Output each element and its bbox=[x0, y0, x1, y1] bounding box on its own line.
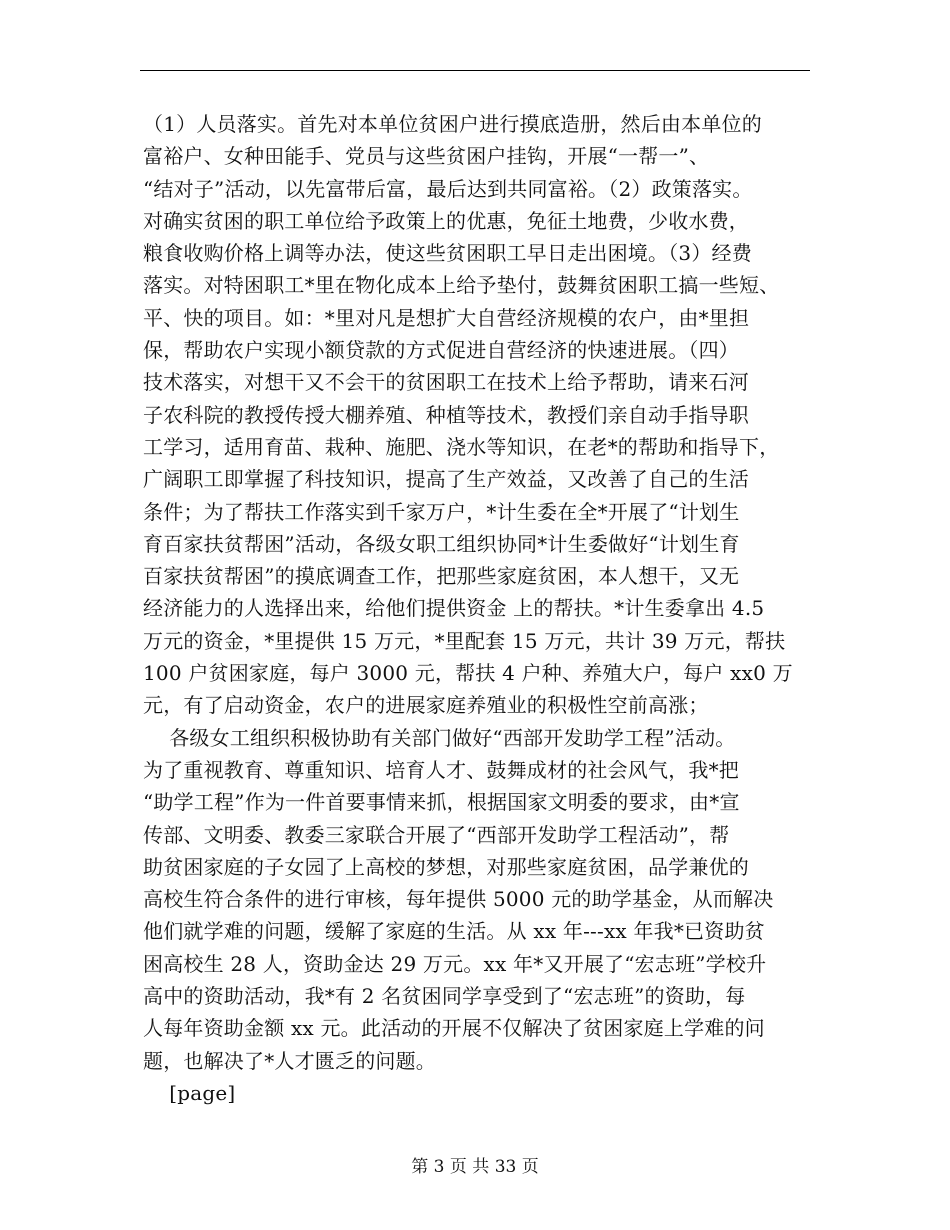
text-line: 平、快的项目。如：*里对凡是想扩大自营经济规模的农户，由*里担 bbox=[143, 305, 750, 330]
text-line: 元，有了启动资金，农户的进展家庭养殖业的积极性空前高涨； bbox=[143, 693, 709, 718]
text-line: 富裕户、女种田能手、党员与这些贫困户挂钩，开展“一帮一”、 bbox=[143, 144, 710, 169]
text-line: 百家扶贫帮困”的摸底调查工作，把那些家庭贫困，本人想干，又无 bbox=[143, 564, 740, 589]
text-line: “结对子”活动，以先富带后富，最后达到共同富裕。（2）政策落实。 bbox=[143, 176, 753, 201]
text-line: （1）人员落实。首先对本单位贫困户进行摸底造册，然后由本单位的 bbox=[143, 112, 762, 136]
text-line: 100 户贫困家庭，每户 3000 元，帮扶 4 户种、养殖大户，每户 xx0 万 bbox=[143, 661, 793, 686]
text-line: 困高校生 28 人，资助金达 29 万元。xx 年*又开展了“宏志班”学校升 bbox=[143, 951, 767, 976]
text-line: 粮食收购价格上调等办法，使这些贫困职工早日走出困境。（3）经费 bbox=[143, 241, 752, 266]
text-line: 育百家扶贫帮困”活动，各级女职工组织协同*计生委做好“计划生育 bbox=[143, 531, 740, 556]
text-line: 各级女工组织积极协助有关部门做好“西部开发助学工程”活动。 bbox=[143, 725, 736, 750]
text-line: 人每年资助金额 xx 元。此活动的开展不仅解决了贫困家庭上学难的问 bbox=[143, 1016, 765, 1041]
text-line: 条件；为了帮扶工作落实到千家万户，*计生委在全*开展了“计划生 bbox=[143, 499, 740, 524]
text-line: 为了重视教育、尊重知识、培育人才、鼓舞成材的社会风气，我*把 bbox=[143, 757, 739, 782]
text-line: 工学习，适用育苗、栽种、施肥、浇水等知识，在老*的帮助和指导下， bbox=[143, 434, 780, 459]
text-line: 广阔职工即掌握了科技知识，提高了生产效益，又改善了自己的生活 bbox=[143, 467, 749, 492]
text-line: 经济能力的人选择出来，给他们提供资金 上的帮扶。*计生委拿出 4.5 bbox=[143, 596, 765, 621]
text-line: “助学工程”作为一件首要事情来抓，根据国家文明委的要求，由*宣 bbox=[143, 790, 740, 815]
text-line: 他们就学难的问题，缓解了家庭的生活。从 xx 年---xx 年我*已资助贫 bbox=[143, 919, 765, 944]
text-line: 保，帮助农户实现小额贷款的方式促进自营经济的快速进展。（四） bbox=[143, 338, 739, 363]
text-line: 助贫困家庭的子女园了上高校的梦想，对那些家庭贫困，品学兼优的 bbox=[143, 854, 749, 879]
page-footer: 第 3 页 共 33 页 bbox=[411, 1157, 539, 1177]
text-line: 传部、文明委、教委三家联合开展了“西部开发助学工程活动”，帮 bbox=[143, 822, 730, 847]
text-line: 对确实贫困的职工单位给予政策上的优惠，免征土地费，少收水费， bbox=[143, 208, 749, 233]
text-line: 技术落实，对想干又不会干的贫困职工在技术上给予帮助，请来石河 bbox=[143, 370, 749, 395]
page-marker: [page] bbox=[143, 1080, 236, 1105]
text-line: 高中的资助活动，我*有 2 名贫困同学享受到了“宏志班”的资助，每 bbox=[143, 984, 746, 1009]
text-line: 落实。对特困职工*里在物化成本上给予垫付，鼓舞贫困职工搞一些短、 bbox=[143, 273, 780, 298]
text-line: 万元的资金，*里提供 15 万元，*里配套 15 万元，共计 39 万元，帮扶 bbox=[143, 628, 786, 653]
text-line: 题，也解决了*人才匮乏的问题。 bbox=[143, 1048, 436, 1073]
text-line: 子农科院的教授传授大棚养殖、种植等技术，教授们亲自动手指导职 bbox=[143, 402, 749, 427]
text-line: 高校生符合条件的进行审核，每年提供 5000 元的助学基金，从而解决 bbox=[143, 887, 774, 912]
document-body bbox=[143, 108, 823, 1109]
header-rule bbox=[140, 70, 810, 71]
